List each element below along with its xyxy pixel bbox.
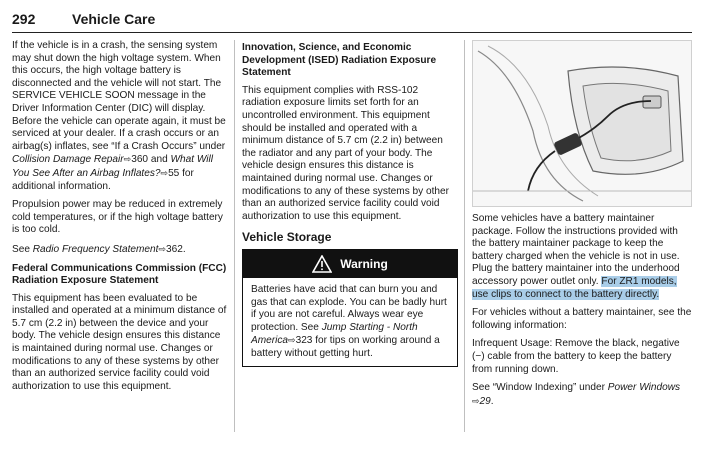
crash-text-end: for additional information.: [12, 167, 194, 192]
crash-text: If the vehicle is in a crash, the sensing system may shut down the high voltage system. When this occurs, the high voltage battery is disconnected and the vehicle will not start. The SERVICE VEHICLE SOON message in the Driver Information Center (DIC) will display. Before the vehicle can operate again, it must be serviced at your dealer. If a crash occurs or an airbag(s) inflates, see “If a Crash Occurs” under: [12, 40, 226, 152]
column-divider: [464, 40, 465, 432]
column-divider: [234, 40, 235, 432]
middle-column: [242, 40, 458, 367]
page-ref[interactable]: 360: [131, 154, 149, 166]
jump-starting-link[interactable]: Jump Starting - North America: [251, 321, 418, 347]
warning-box: [242, 249, 458, 368]
ised-paragraph: This equipment complies with RSS-102 radiation exposure limits set forth for an uncontrolled environment. This equipment should be installed and operated with a minimum distance of 5.7 cm (2.2 in) between the radiator and any part of your body. The vehicle design ensures this distance is maintained during normal use. Changes or modifications to any of these systems by other than an authorized service facility could void authorization to use this equipment.: [242, 84, 450, 222]
radio-frequency-paragraph: [12, 243, 228, 257]
battery-maintainer-illustration: [472, 40, 692, 207]
right-arrow-reference-icon: ⇨: [288, 335, 296, 346]
warning-triangle-icon: [312, 255, 332, 273]
left-column: [12, 40, 228, 399]
cold-temperature-paragraph: Propulsion power may be reduced in extremely cold temperatures, or if the high voltage battery is too cold.: [12, 199, 223, 236]
ised-heading: Innovation, Science, and Economic Development (ISED) Radiation Exposure Statement: [242, 42, 437, 79]
page-ref[interactable]: 29: [479, 395, 491, 407]
period: .: [182, 243, 186, 255]
right-arrow-reference-icon: ⇨: [123, 154, 132, 165]
radio-frequency-link[interactable]: Radio Frequency Statement: [32, 243, 159, 255]
warning-header: [243, 250, 457, 278]
battery-maintainer-paragraph: [472, 213, 692, 301]
collision-damage-link[interactable]: Collision Damage Repair: [12, 154, 124, 166]
period: .: [490, 395, 494, 407]
warning-text-end: for tips on working around a battery without getting hurt.: [251, 335, 440, 359]
warning-title: Warning: [340, 256, 388, 271]
conjunction-text: and: [148, 154, 171, 166]
page-number: 292: [12, 11, 36, 27]
page-header: [12, 6, 692, 33]
page-ref[interactable]: 55: [168, 167, 180, 179]
warning-paragraph: [251, 284, 449, 361]
right-arrow-reference-icon: ⇨: [158, 243, 166, 254]
vehicle-storage-heading: Vehicle Storage: [242, 230, 332, 245]
page-title: Vehicle Care: [72, 11, 156, 27]
no-maintainer-paragraph: For vehicles without a battery maintainer, see the following information:: [472, 307, 692, 331]
right-arrow-reference-icon: ⇨: [160, 167, 169, 178]
warning-body: [243, 278, 457, 367]
page-ref[interactable]: 362: [166, 243, 183, 255]
see-text: See: [12, 243, 33, 255]
right-column: [472, 40, 692, 414]
fcc-paragraph: This equipment has been evaluated to be installed and operated at a minimum distance of 5.7 cm (2.2 in) between the device and your body. The vehicle design ensures this distance is maintained during normal use. Changes or modifications to any of these systems by other than an authorized service facility could void authorization to use this equipment.: [12, 292, 227, 392]
zr1-highlighted-text[interactable]: For ZR1 models, use clips to connect to the battery directly.: [472, 275, 677, 300]
fcc-heading: Federal Communications Commission (FCC) Radiation Exposure Statement: [12, 262, 227, 287]
airbag-inflates-link[interactable]: What Will You See After an Airbag Inflates?: [12, 154, 214, 179]
crash-paragraph: [12, 40, 228, 193]
page-ref[interactable]: 323: [295, 335, 313, 347]
battery-maintainer-drawing: [473, 41, 691, 206]
see-text: See “Window Indexing” under: [472, 382, 608, 394]
infrequent-usage-paragraph: Infrequent Usage: Remove the black, negative (−) cable from the battery to keep the battery from running down.: [472, 338, 680, 375]
warning-text: Batteries have acid that can burn you and gas that can explode. You can be badly hurt if you are not careful. Always wear eye protection. See: [251, 283, 447, 333]
power-windows-link[interactable]: Power Windows: [607, 382, 681, 394]
maintainer-text: Some vehicles have a battery maintainer package. Follow the instructions provided with the battery maintainer package to keep the battery charged when the vehicle is not in use. Plug the battery maintainer into the underhood accessory power outlet only.: [472, 213, 680, 287]
window-indexing-paragraph: [472, 382, 692, 408]
right-arrow-reference-icon: ⇨: [472, 395, 480, 406]
